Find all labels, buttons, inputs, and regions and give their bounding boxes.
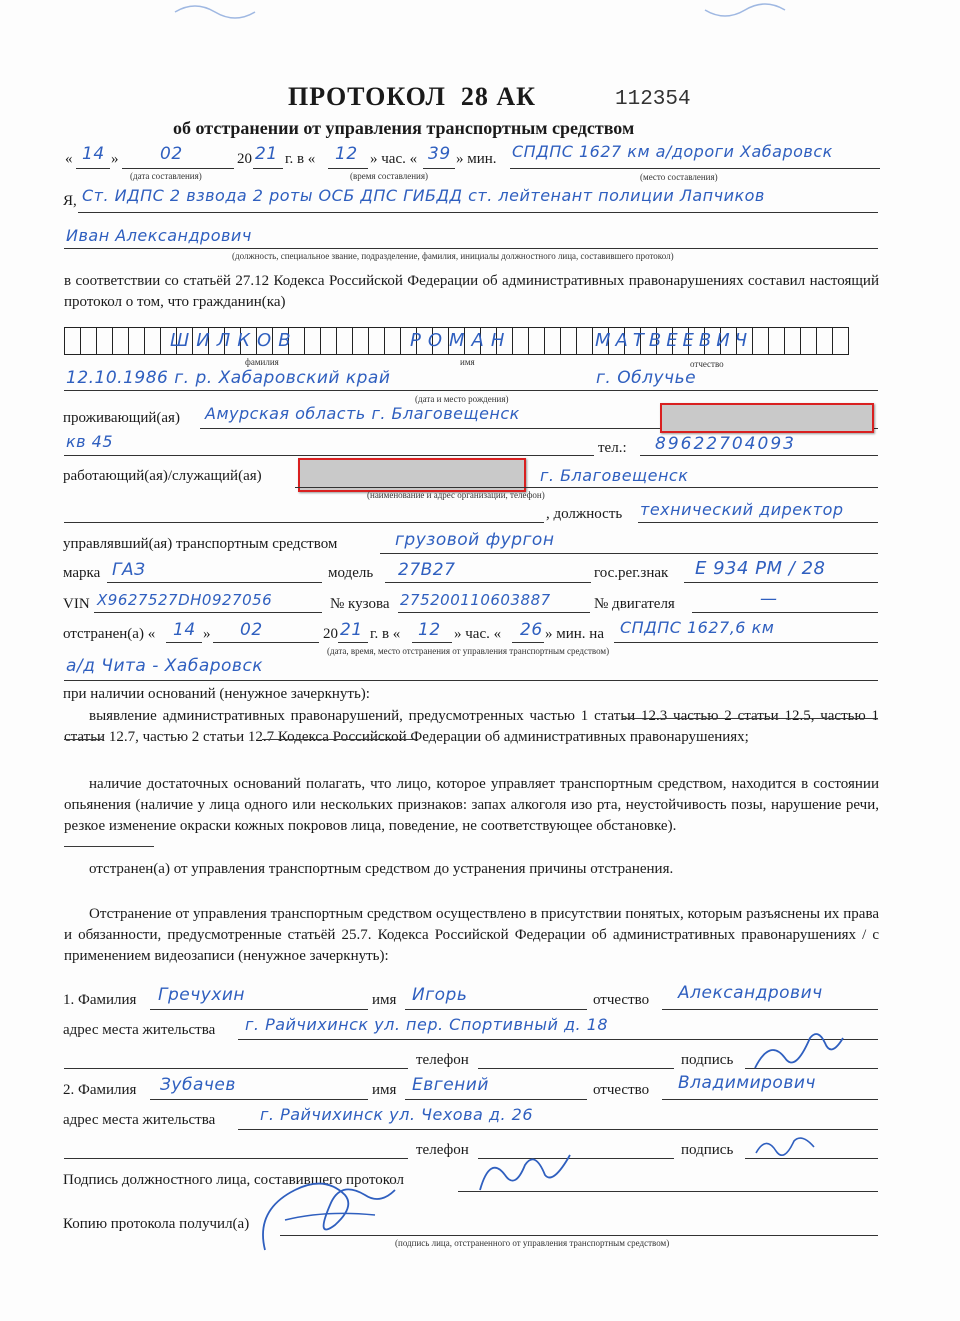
- officer-line2: Иван Александрович: [66, 226, 252, 245]
- residence-value: Амурская область г. Благовещенск: [205, 404, 520, 423]
- watermark-icon: [700, 0, 790, 22]
- date-year: 21: [255, 144, 278, 164]
- vehicle-engine: —: [760, 589, 778, 609]
- officer-signature-icon: [470, 1150, 580, 1200]
- intro-text: в соответствии со статьёй 27.12 Кодекса Российской Федерации об административных правонарушениях составил настоящий протокол о том, что гражданин(ка): [64, 273, 879, 310]
- witness2-address: г. Райчихинск ул. Чехова д. 26: [260, 1105, 534, 1124]
- residence-value2: кв 45: [66, 432, 114, 451]
- date-month: 02: [160, 144, 183, 164]
- witness1-name: Игорь: [412, 985, 468, 1005]
- redacted-address: [660, 403, 874, 433]
- date-year-prefix: 20: [237, 151, 252, 167]
- watermark-icon: [170, 0, 260, 22]
- work-position: технический директор: [640, 500, 844, 519]
- vehicle-body: 275200110603887: [400, 591, 551, 609]
- witness1-patronymic: Александрович: [678, 983, 823, 1003]
- grounds-p2: наличие достаточных оснований полагать, что лицо, которое управляет транспортным средством, находится в состоянии опьянения (наличие у лица одного или нескольких признаков: запах алкоголя изо рта, неустойчивость позы, нарушение речи, резкое изменение окраски кожных покровов лица, поведение, не соответствующее обстановке).: [64, 776, 879, 834]
- citizen-signature-icon: [245, 1150, 405, 1260]
- removed-month: 02: [240, 620, 263, 640]
- protocol-number: 112354: [615, 88, 691, 111]
- officer-signature-label: Подпись должностного лица, составившего протокол: [63, 1172, 405, 1188]
- page-subtitle: об отстранении от управления транспортным средством: [173, 118, 635, 138]
- date-minute: 39: [428, 144, 451, 164]
- page-title: ПРОТОКОЛ 28 АК: [288, 82, 537, 111]
- grounds-p3: отстранен(а) от управления транспортным средством до устранения причины отстранения.: [89, 861, 674, 877]
- grounds-p4: Отстранение от управления транспортным средством осуществлено в присутствии понятых, которым разъяснены их права и обязанности, предусмотренные статьёй 25.7. Кодекса Российской Федерации об административных правонарушениях / с применением видеозаписи (ненужное зачеркнуть):: [64, 906, 879, 964]
- vehicle-vin: Х9627527DН0927056: [97, 591, 273, 609]
- vehicle-marka: ГАЗ: [112, 560, 146, 580]
- date-hour: 12: [335, 144, 358, 164]
- witness2-name: Евгений: [412, 1075, 489, 1095]
- citizen-patronymic: МАТВЕЕВИЧ: [595, 330, 753, 351]
- witness1-address: г. Райчихинск ул. пер. Спортивный д. 18: [245, 1015, 609, 1034]
- removed-day: 14: [173, 620, 196, 640]
- removed-year: 21: [340, 620, 363, 640]
- removed-minute: 26: [520, 620, 543, 640]
- witness1-signature-icon: [745, 1030, 855, 1075]
- work-value: г. Благовещенск: [540, 466, 689, 485]
- removed-hour: 12: [418, 620, 441, 640]
- vehicle-model: 27В27: [398, 560, 456, 580]
- witness1-surname: Гречухин: [158, 985, 246, 1005]
- citizen-name: РОМАН: [410, 330, 512, 351]
- witness2-surname: Зубачев: [160, 1075, 236, 1095]
- removed-place2: а/д Чита - Хабаровск: [66, 656, 264, 676]
- copy-received-label: Копию протокола получил(а): [63, 1216, 250, 1232]
- protocol-page: ПРОТОКОЛ 28 АК 112354 об отстранении от управления транспортным средством « 14 » 02 20 21 г. в « 12 » час. « 39 » мин. СПДПС 1627 км а/дороги Хабаровск (дата составления) (время составления) (место составления) Я, Ст. ИДПС 2 взвода 2 роты ОСБ ДПС ГИБДД ст. лейтенант полиции Лапчиков Иван Александрович (должность, специальное звание, подразделение, фамилия, инициалы должностного лица, составившего протокол) в соответствии со статьёй 27.12 Кодекса Российской Федерации об административных правонарушениях составил настоящий протокол о том, что гражданин(ка) ШИЛКОВ РОМАН МАТВЕЕВИЧ фамилия имя отчество 12.10.1986 г. р. Хабаровский край г. Облучье (дата и место рождения) проживающий(ая) Амурская область г. Благовещенск кв 45 тел.: 89622704093 работающий(ая)/служащий(ая) г. Благовещенск (наименование и адрес организации, телефон) , должность технический директор управлявший(ая) транспортным средством грузовой фургон марка ГАЗ модель 27В27 гос.рег.знак Е 934 РМ / 28 VIN Х9627527DН0927056 № кузова 275200110603887 № двигателя — отстранен(а) « 14 » 02 20 21 г. в « 12 » час. « 26 » мин. на СПДПС 1627,6 км (дата, время, место отстранения от управления транспортным средством) а/д Чита - Хабаровск при наличии оснований (ненужное зачеркнуть): выявление административных правонарушений, предусмотренных частью 1 статьи 12.3 частью 2 статьи 12.5, частью 1 статьи 12.7, частью 2 статьи 12.7 Кодекса Российской Федерации об административных правонарушениях; наличие достаточных оснований полагать, что лицо, которое управляет транспортным средством, находится в состоянии опьянения (наличие у лица одного или нескольких признаков: запах алкоголя изо рта, неустойчивость позы, нарушение речи, резкое изменение окраски кожных покровов лица, поведение, не соответствующее обстановке). отстранен(а) от управления транспортным средством до устранения причины отстранения. Отстранение от управления транспортным средством осуществлено в присутствии понятых, которым разъяснены их права и обязанности, предусмотренные статьёй 25.7. Кодекса Российской Федерации об административных правонарушениях / с применением видеозаписи (ненужное зачеркнуть): 1. Фамилия Гречухин имя Игорь отчество Александрович адрес места жительства г. Райчихинск ул. пер. Спортивный д. 18 телефон подпись 2. Фамилия Зубачев имя Евгений отчество Владимирович адрес места жительства г. Райчихинск ул. Чехова д. 26 телефон подпись Подпись должностного лица, составившего протокол Копию протокола получил(а) (подпись лица, отстраненного от управления транспортным средством): [0, 0, 960, 1321]
- residence-phone: 89622704093: [655, 434, 796, 454]
- vehicle-plate: Е 934 РМ / 28: [695, 558, 826, 579]
- citizen-birth: 12.10.1986 г. р. Хабаровский край: [66, 368, 391, 388]
- date-open-quote: «: [65, 151, 73, 167]
- grounds-p1: выявление административных правонарушений, предусмотренных частью 1 статьи 12.3 частью 2 статьи 12.5, частью 1 статьи 12.7, частью 2 статьи 12.7 Кодекса Российской Федерации об административных правонарушениях;: [64, 708, 879, 745]
- date-place: СПДПС 1627 км а/дороги Хабаровск: [512, 142, 833, 161]
- grounds-intro: при наличии оснований (ненужное зачеркнуть):: [63, 686, 370, 702]
- citizen-surname: ШИЛКОВ: [170, 330, 298, 351]
- citizen-birth-place: г. Облучье: [596, 368, 697, 388]
- removed-place: СПДПС 1627,6 км: [620, 618, 775, 637]
- officer-line1: Ст. ИДПС 2 взвода 2 роты ОСБ ДПС ГИБДД ст. лейтенант полиции Лапчиков: [82, 186, 765, 205]
- protocol-series: 28 АК: [460, 82, 537, 111]
- witness2-signature-icon: [748, 1128, 828, 1163]
- vehicle-type: грузовой фургон: [395, 530, 555, 550]
- date-day: 14: [82, 144, 105, 164]
- witness2-patronymic: Владимирович: [678, 1073, 816, 1093]
